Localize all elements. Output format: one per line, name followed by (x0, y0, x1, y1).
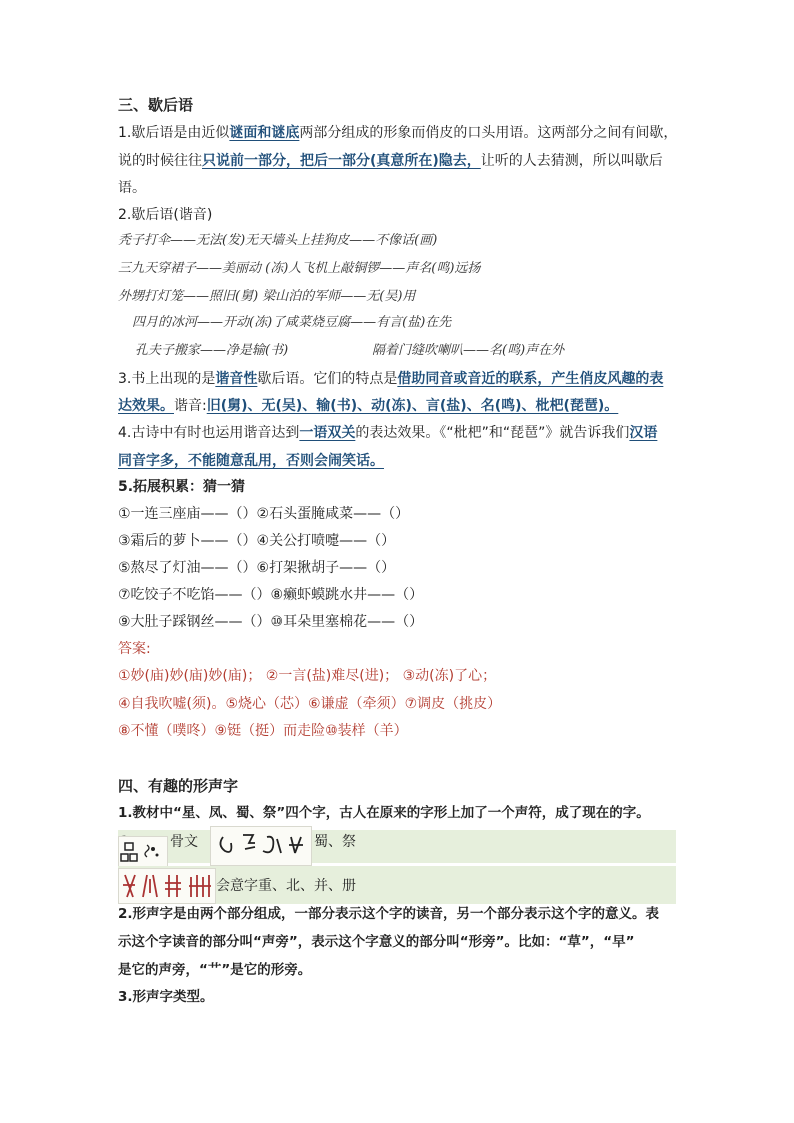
keyword: 借助同音或音近的联系，产生俏皮风趣的表 (397, 371, 664, 387)
oracle-bone-band-1 (118, 830, 676, 863)
band-1-mid-text: 骨文 (170, 834, 198, 850)
section-4-paragraph-2-line-1: 2.形声字是由两个部分组成，一部分表示这个字的读音，另一个部分表示这个字的意义。表 (118, 906, 660, 922)
paragraph-2-heading: 2.歇后语(谐音) (118, 207, 213, 223)
paragraph-4-line-2 (118, 451, 384, 471)
riddle-line-4: ⑦吃饺子不吃馅——（）⑧癞虾蟆跳水井——（） (118, 587, 424, 603)
keyword: 旧(舅)、无(吴)、输(书)、动(冻)、言(盐)、名(鸣)、枇杷(琵琶)。 (206, 398, 619, 414)
section-title-xingshengzi: 四、有趣的形声字 (118, 777, 239, 795)
handwritten-line-1: 秃子打伞——无法(发)无天墙头上挂狗皮——不像话(画) (118, 233, 438, 248)
text: 说的时候往往 (118, 153, 202, 169)
oracle-glyph-image-3 (118, 868, 216, 904)
keyword: 达效果。 (118, 398, 174, 414)
handwritten-line-6: 隔着门缝吹喇叭——名(鸣)声在外 (372, 343, 565, 358)
keyword: 谐音性 (215, 371, 258, 387)
text: 4.古诗中有时也运用谐音达到 (118, 425, 300, 441)
paragraph-3-line-1 (118, 369, 663, 389)
section-4-paragraph-3: 3.形声字类型。 (118, 989, 214, 1005)
answer-label: 答案: (118, 641, 151, 657)
text: 的表达效果。《“枇杷”和“琵琶”》就告诉我们 (355, 425, 630, 441)
answer-line-2: ④自我吹嘘(须)。⑤烧心（芯）⑥谦虚（牵须）⑦调皮（挑皮） (118, 696, 502, 712)
handwritten-line-5: 孔夫子搬家——净是输(书) (135, 343, 289, 358)
oracle-glyph-image-1 (118, 836, 168, 868)
band-2-right-text: 会意字重、北、并、册 (216, 878, 356, 894)
answer-line-3: ⑧不懂（噗咚）⑨铤（挺）而走险⑩装样（羊） (118, 723, 408, 739)
section-4-paragraph-2-line-2: 示这个字读音的部分叫“声旁”，表示这个字意义的部分叫“形旁”。比如：“草”，“早” (118, 934, 635, 950)
handwritten-line-3: 外甥打灯笼——照旧(舅) 梁山泊的军师——无(吴)用 (118, 289, 416, 304)
riddle-line-2: ③霜后的萝卜——（）④关公打喷嚏——（） (118, 533, 396, 549)
riddle-line-1: ①一连三座庙——（）②石头蛋腌咸菜——（） (118, 506, 410, 522)
paragraph-1-line-3: 语。 (118, 180, 146, 196)
band-1-right-text: 蜀、祭 (314, 834, 356, 850)
paragraph-1-line-1 (118, 123, 677, 143)
section-title-xiehouyu: 三、歇后语 (118, 96, 194, 114)
handwritten-line-4: 四月的冰河——开动(冻)了咸菜烧豆腐——有言(盐)在先 (132, 315, 452, 330)
section-4-paragraph-1: 1.教材中“星、凤、蜀、祭”四个字，古人在原来的字形上加了一个声符，成了现在的字。 (118, 805, 650, 821)
paragraph-4-line-1 (118, 423, 657, 443)
text: 两部分组成的形象而俏皮的口头用语。这两部分之间有间歇， (299, 125, 678, 141)
oracle-glyph-image-2 (210, 826, 312, 866)
paragraph-5-title: 5.拓展积累：猜一猜 (118, 479, 246, 495)
paragraph-3-line-2 (118, 396, 618, 416)
keyword: 汉语 (629, 425, 658, 441)
answer-line-1: ①妙(庙)妙(庙)妙(庙)； ②一言(盐)难尽(进)； ③动(冻)了心； (118, 668, 497, 684)
keyword: 同音字多，不能随意乱用，否则会闹笑话。 (118, 453, 384, 469)
text: 歇后语。它们的特点是 (257, 371, 398, 387)
keyword: 只说前一部分，把后一部分(真意所在)隐去， (202, 153, 481, 169)
text: 谐音: (174, 398, 207, 414)
text: 1.歇后语是由近似 (118, 125, 230, 141)
riddle-line-3: ⑤熬尽了灯油——（）⑥打架揪胡子——（） (118, 560, 396, 576)
paragraph-1-line-2 (118, 151, 663, 171)
riddle-line-5: ⑨大肚子踩钢丝——（）⑩耳朵里塞棉花——（） (118, 614, 424, 630)
text: 让听的人去猜测，所以叫歇后 (480, 153, 663, 169)
keyword: 谜面和谜底 (229, 125, 300, 141)
keyword: 一语双关 (299, 425, 356, 441)
text: 3.书上出现的是 (118, 371, 216, 387)
section-4-paragraph-2-line-3: 是它的声旁，“艹”是它的形旁。 (118, 962, 312, 978)
handwritten-line-2: 三九天穿裙子——美丽动 (冻)人飞机上敲铜锣——声名(鸣)远扬 (118, 261, 481, 276)
